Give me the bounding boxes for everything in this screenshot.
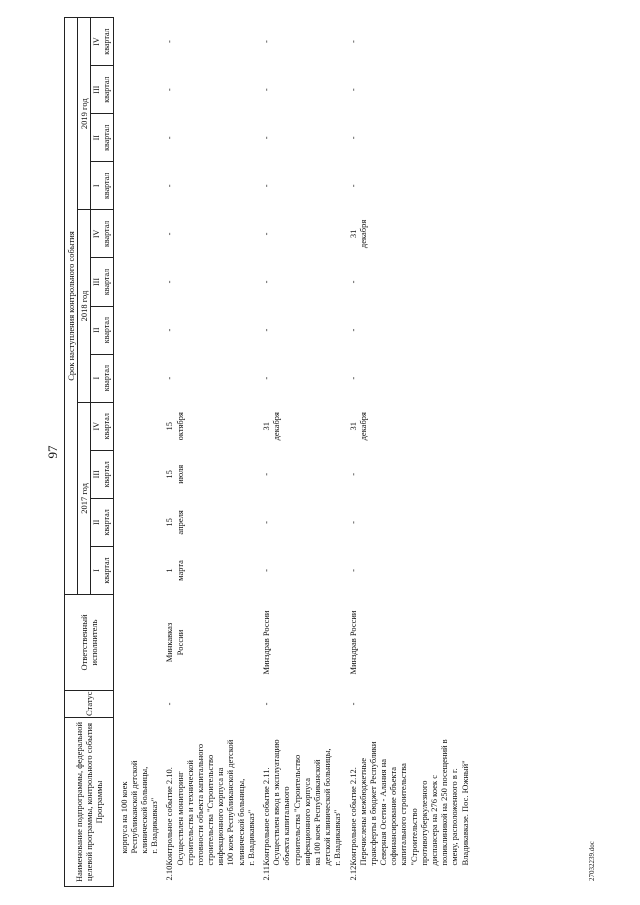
row-quarter-cell: - [164,88,175,92]
row-quarter-cell: - [164,184,175,188]
row-number: 2.10. [164,863,175,881]
header-quarter: IV квартал [91,210,113,258]
row-name: Контрольное событие 2.10. Осуществлен мониторинг строительства и технической готовности объекта капитального строительства "Строительство инфекционного корпуса на 100 коек Республиканской детской клинической больницы, г. Владикавказ" [164,739,256,866]
row-responsible [113,595,159,691]
row-responsible: Минздрав России [261,610,271,675]
row-name: корпуса на 100 коек Республиканской детской клинической больницы, г. Владикавказ" [118,760,160,854]
row-quarter-cell: 31 декабря [261,412,282,441]
row-quarter-cell: - [261,40,271,43]
header-quarter: III квартал [91,66,113,114]
row-quarter-cell: - [347,40,358,43]
row-quarter-cell [113,162,159,210]
row-quarter-cell [113,402,159,450]
row-quarter-cell: - [347,280,358,284]
header-quarter: III квартал [91,450,113,498]
row-quarter-cell: 15 июля [164,464,185,484]
row-quarter-cell: - [347,184,358,188]
row-quarter-cell: - [261,328,271,332]
row-quarter-cell: - [261,280,271,284]
header-quarter: II квартал [91,114,113,162]
row-status: - [164,702,175,706]
row-quarter-cell: - [164,376,175,380]
row-number: 2.12. [347,863,358,881]
row-quarter-cell: - [261,136,271,140]
row-quarter-cell: - [347,136,358,140]
row-quarter-cell [113,498,159,546]
header-quarter: IV квартал [91,402,113,450]
row-quarter-cell: - [347,328,358,332]
header-quarter: I квартал [91,162,113,210]
header-quarter: IV квартал [91,18,113,66]
row-status [113,691,159,718]
row-quarter-cell: - [347,376,358,380]
control-events-table [64,17,470,887]
row-quarter-cell: - [261,232,271,236]
row-quarter-cell [113,546,159,594]
row-quarter-cell [113,210,159,258]
table-body [113,18,470,887]
row-quarter-cell: 31 декабря [347,219,368,249]
row-status: - [261,702,271,706]
header-quarter: I квартал [91,546,113,594]
row-quarter-cell: - [261,520,271,524]
rotated-table-container [64,17,614,887]
row-quarter-cell: - [347,472,358,476]
row-quarter-cell: - [347,569,358,572]
row-quarter-cell: 15 октября [164,412,185,441]
row-quarter-cell: - [164,232,175,236]
row-quarter-cell: - [261,376,271,380]
row-quarter-cell: - [164,328,175,332]
row-quarter-cell [113,306,159,354]
header-quarter: II квартал [91,498,113,546]
row-quarter-cell: - [164,280,175,284]
row-quarter-cell: - [347,88,358,92]
header-quarter: III квартал [91,258,113,306]
row-quarter-cell [113,66,159,114]
row-quarter-cell: - [347,520,358,524]
row-status: - [347,702,358,706]
table-row [343,18,470,887]
row-name: Контрольное событие 2.11. Осуществлен ввод в эксплуатацию объекта капитального строительства "Строительство инфекционного корпуса на 100 коек Республиканской детской клинической больницы, г. Владикавказ" [261,739,343,866]
row-quarter-cell: - [261,569,271,572]
row-quarter-cell: - [164,40,175,43]
row-quarter-cell: 31 декабря [347,412,368,441]
row-number: 2.11. [261,863,271,881]
header-quarter: II квартал [91,306,113,354]
header-deadline: Срок наступления контрольного события [65,18,78,595]
row-quarter-cell: - [261,184,271,188]
row-number [113,868,159,887]
table-row [256,18,343,887]
header-responsible: Ответственный исполнитель [65,595,114,691]
row-responsible: Минкавказ России [164,622,185,663]
row-quarter-cell [113,114,159,162]
row-quarter-cell [113,450,159,498]
header-year: 2018 год [78,210,91,402]
header-quarter: I квартал [91,354,113,402]
row-name: Контрольное событие 2.12. Перечислены межбюджетные трансферты в бюджет Республики Северная Осетия - Алания на софинансирование объекта капитального строительства "Строительство противотуберкулезного диспансера на 276 коек с поликлиникой на 250 посещений в смену, расположенного в г. Владикавказе. Пос. Южный" [347,739,470,866]
row-quarter-cell: 1 марта [164,560,185,581]
header-year: 2017 год [78,402,91,594]
row-quarter-cell: - [164,136,175,140]
row-quarter-cell: 15 апреля [164,510,185,535]
page-number: 97 [45,445,60,459]
row-responsible: Минздрав России [347,610,358,675]
row-quarter-cell [113,258,159,306]
table-row [159,18,256,887]
row-quarter-cell [113,18,159,66]
table-row [113,18,159,887]
row-quarter-cell [113,354,159,402]
header-name: Наименование подпрограммы, федеральной целевой программы, контрольного события Программы [65,718,114,887]
footer-doc-id: 27032239.doc [588,841,596,881]
row-quarter-cell: - [261,472,271,476]
header-year: 2019 год [78,18,91,210]
row-quarter-cell: - [261,88,271,92]
header-status: Статус [65,691,114,718]
